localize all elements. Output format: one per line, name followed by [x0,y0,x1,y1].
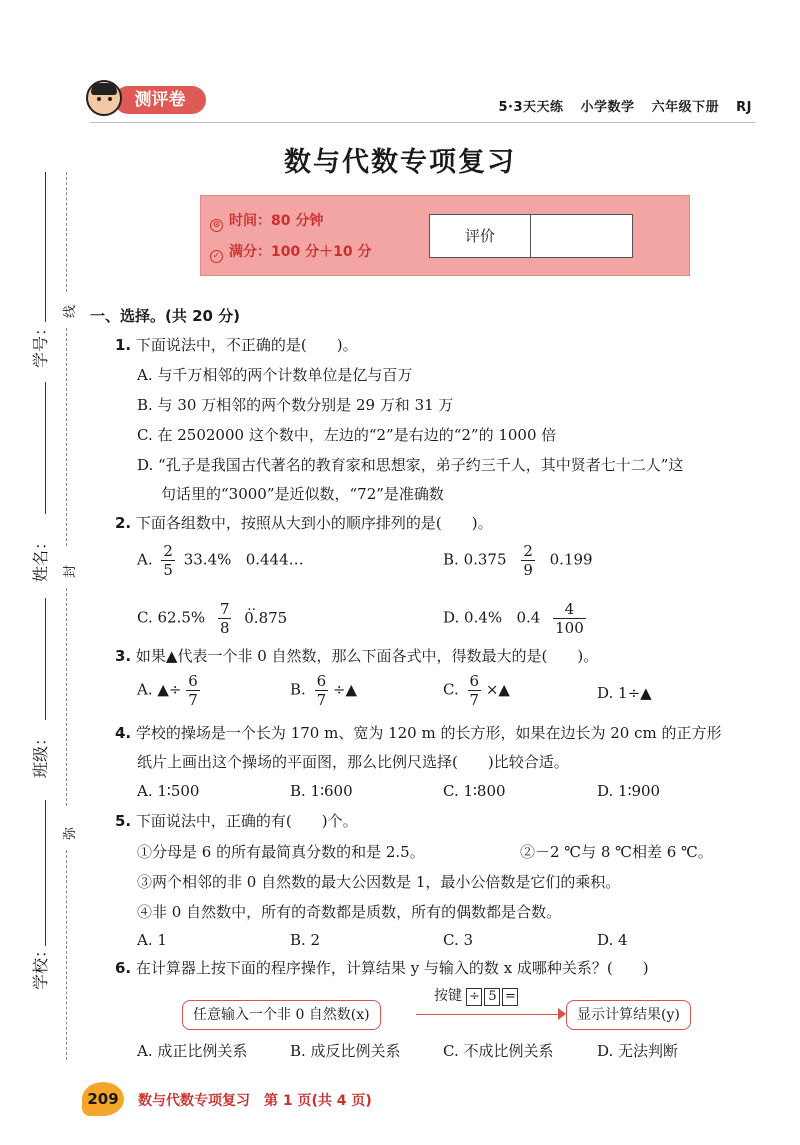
option-label: C. [443,680,459,699]
series-name: 5·3天天练 [498,100,564,115]
value: 62.5% [157,608,206,627]
option-1b[interactable]: B. 与 30 万相邻的两个数分别是 29 万和 31 万 [137,396,454,414]
option-label: A. [137,550,153,569]
option-label: D. [443,608,460,627]
option-label: B. [290,680,306,699]
flow-arrow [416,1014,564,1015]
question-3 [115,646,598,666]
question-1 [115,335,358,355]
option-2b[interactable] [443,542,593,579]
grade-name: 六年级下册 [651,100,720,115]
option-6b[interactable]: B. 成反比例关系 [290,1042,401,1060]
question-number: 3. [115,647,132,665]
option-1c[interactable]: C. 在 2502000 这个数中，左边的“2”是右边的“2”的 1000 倍 [137,426,557,444]
cut-line-4 [66,850,67,1060]
option-3c[interactable] [443,672,510,709]
equals-key-icon: = [502,988,518,1006]
statement-4: ④非 0 自然数中，所有的奇数都是质数，所有的偶数都是合数。 [137,903,562,921]
value: 0.444… [245,550,304,569]
question-4-cont: 纸片上画出这个操场的平面图，那么比例尺选择( )比较合适。 [137,753,569,771]
option-1a[interactable]: A. 与千万相邻的两个计数单位是亿与百万 [137,366,413,384]
question-stem: 学校的操场是一个长为 170 m、宽为 120 m 的长方形，如果在边长为 20 cm 的正方形 [135,724,722,742]
school-line[interactable] [45,800,46,946]
question-number: 1. [115,336,132,354]
edition-name: RJ [736,100,752,115]
student-id-label: 学号： [31,319,50,368]
cut-line-2 [66,328,67,546]
option-label: C. [137,608,153,627]
line-mark: 线 [63,304,78,318]
option-4a[interactable]: A. 1∶500 [137,782,200,800]
badge-label: 测评卷 [114,86,206,114]
fraction: $\frac{6}{7}$ [469,672,480,709]
question-2 [115,513,493,533]
option-2c[interactable] [137,600,287,637]
section-heading: 一、选择。(共 20 分) [90,307,241,325]
option-label: D. [597,684,614,702]
option-3d[interactable] [597,683,652,703]
expr: ×▲ [485,680,510,699]
school-label: 学校： [31,941,50,990]
question-stem: 下面各组数中，按照从大到小的顺序排列的是( )。 [135,514,493,532]
expr: 1÷▲ [618,684,652,702]
option-5d[interactable]: D. 4 [597,931,628,949]
test-badge [86,80,208,116]
value: 0.4% [464,608,503,627]
option-3a[interactable] [137,672,204,709]
repeating-decimal: ‥ 0.875 [244,609,287,627]
option-5a[interactable]: A. 1 [137,931,167,949]
arrow-head-icon [558,1008,566,1020]
question-stem: 下面说法中，不正确的是( )。 [135,336,358,354]
fraction: $\frac{2}{9}$ [523,542,533,579]
student-id-line[interactable] [45,172,46,322]
fraction: $\frac{6}{7}$ [188,672,198,709]
question-stem: 下面说法中，正确的有( )个。 [135,812,358,830]
value: 0.199 [549,550,593,569]
evaluation-field[interactable] [429,214,633,258]
option-2d[interactable] [443,600,594,637]
question-number: 6. [115,959,132,977]
input-box: 任意输入一个非 0 自然数(x) [182,1000,381,1030]
time-text: 时间：80 分钟 [229,213,324,229]
option-3b[interactable] [290,672,357,709]
class-label: 班级： [31,729,50,778]
score-info [210,241,371,263]
option-label: B. [443,550,459,569]
five-key: 5 [484,988,500,1006]
question-stem: 如果▲代表一个非 0 自然数，那么下面各式中，得数最大的是( )。 [135,647,599,665]
keys-label: 按键 [434,988,462,1004]
page-title: 数与代数专项复习 [284,147,516,178]
question-number: 2. [115,514,132,532]
name-label: 姓名： [31,533,50,582]
statement-3: ③两个相邻的非 0 自然数的最大公因数是 1，最小公倍数是它们的乘积。 [137,873,621,891]
option-4b[interactable]: B. 1∶600 [290,782,353,800]
option-6d[interactable]: D. 无法判断 [597,1042,679,1060]
question-5 [115,811,358,831]
divide-key-icon: ÷ [466,988,482,1006]
fraction: $\frac{6}{7}$ [316,672,327,709]
cartoon-face-icon [86,80,122,116]
question-6 [115,958,649,978]
check-icon: ✓ [210,250,223,263]
book-info [486,96,752,115]
option-6a[interactable]: A. 成正比例关系 [137,1042,248,1060]
option-4c[interactable]: C. 1∶800 [443,782,506,800]
option-2a[interactable] [137,542,304,579]
option-label: A. [137,680,153,699]
fraction: $\frac{2}{5}$ [163,542,173,579]
score-text: 满分：100 分＋10 分 [229,244,372,260]
footer-text: 数与代数专项复习 第 1 页(共 4 页) [138,1093,372,1109]
question-number: 4. [115,724,132,742]
statement-2: ②－2 ℃与 8 ℃相差 6 ℃。 [520,843,713,861]
question-number: 5. [115,812,132,830]
option-6c[interactable]: C. 不成比例关系 [443,1042,554,1060]
statement-1: ①分母是 6 的所有最简真分数的和是 2.5。 [137,843,425,861]
expr: ÷▲ [332,680,358,699]
seal-mark: 封 [63,564,78,578]
fraction: $\frac{4}{100}$ [555,600,584,637]
clock-icon: ⊙ [210,219,223,232]
close-mark: 弥 [63,826,78,840]
option-5b[interactable]: B. 2 [290,931,321,949]
option-1d-cont: 句话里的“3000”是近似数，“72”是准确数 [161,485,444,503]
key-sequence [434,986,520,1006]
option-4d[interactable]: D. 1∶900 [597,782,661,800]
cut-line-1 [66,172,67,292]
value: 33.4% [183,550,232,569]
name-line[interactable] [45,382,46,514]
value: 0.4 [516,608,541,627]
question-stem: 在计算器上按下面的程序操作，计算结果 y 与输入的数 x 成哪种关系？( ) [135,959,649,977]
time-info [210,210,323,232]
expr: ▲÷ [157,680,182,699]
value: 0.375 [463,550,507,569]
class-line[interactable] [45,598,46,720]
option-1d[interactable]: D. “孔子是我国古代著名的教育家和思想家，弟子约三千人，其中贤者七十二人”这 [137,456,684,474]
evaluation-label: 评价 [430,215,531,257]
subject-name: 小学数学 [580,100,635,115]
question-4 [115,723,722,743]
fraction: $\frac{7}{8}$ [219,600,230,637]
cut-line-3 [66,588,67,806]
header-rule [90,122,755,123]
output-box: 显示计算结果(y) [566,1000,691,1030]
option-5c[interactable]: C. 3 [443,931,474,949]
page-number: 209 [82,1082,124,1116]
